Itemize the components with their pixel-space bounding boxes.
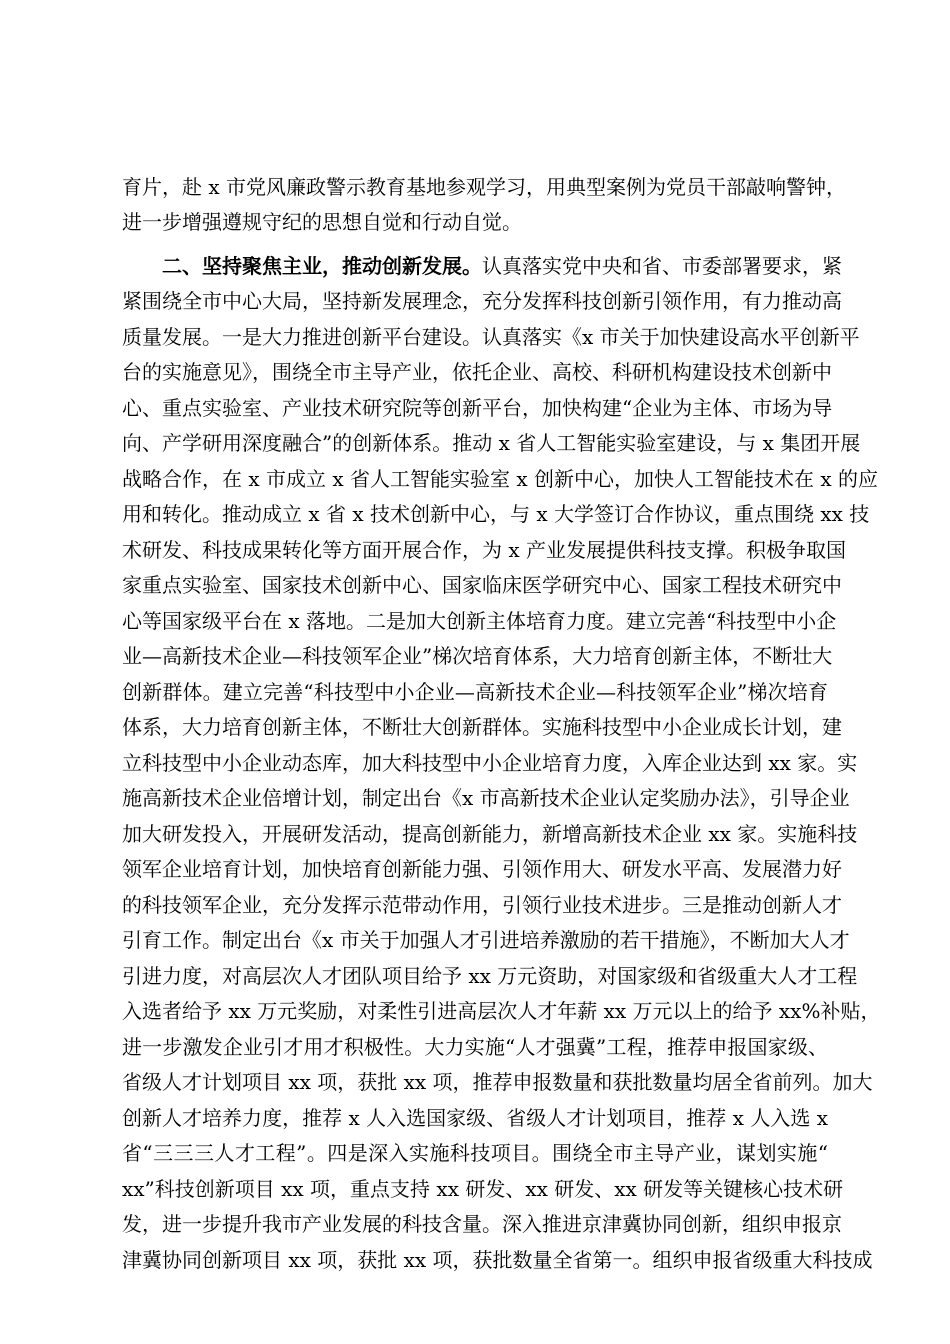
section-heading: 二、坚持聚焦主业，推动创新发展。 [162,254,482,278]
text-line: 创新人才培养力度，推荐 x 人入选国家级、省级人才计划项目，推荐 x 人入选 x [122,1106,828,1130]
text-line: xx”科技创新项目 xx 项，重点支持 xx 研发、xx 研发、xx 研发等关键核心技术研 [122,1177,844,1201]
text-line: 创新群体。建立完善“科技型中小企业—高新技术企业—科技领军企业”梯次培育 [122,680,828,704]
text-line: 心、重点实验室、产业技术研究院等创新平台，加快构建“企业为主体、市场为导 [122,396,833,420]
text-line: 引育工作。制定出台《x 市关于加强人才引进培养激励的若干措施》，不断加大人才 [122,928,850,952]
text-line: 引进力度，对高层次人才团队项目给予 xx 万元资助，对国家级和省级重大人才工程 [122,964,858,988]
text-line: 入选者给予 xx 万元奖励，对柔性引进高层次人才年薪 xx 万元以上的给予 xx%补贴， [122,999,881,1023]
text-line: 津冀协同创新项目 xx 项，获批 xx 项，获批数量全省第一。组织申报省级重大科技成 [122,1248,873,1272]
text-line: 施高新技术企业倍增计划，制定出台《x 市高新技术企业认定奖励办法》，引导企业 [122,786,850,810]
text-line: 台的实施意见》，围绕全市主导产业，依托企业、高校、科研机构建设技术创新中 [122,360,832,384]
text-line: 业—高新技术企业—科技领军企业”梯次培育体系，大力培育创新主体，不断壮大 [122,644,833,668]
text-line: 质量发展。一是大力推进创新平台建设。认真落实《x 市关于加快建设高水平创新平 [122,325,860,349]
text-line: 省级人才计划项目 xx 项，获批 xx 项，推荐申报数量和获批数量均居全省前列。加大 [122,1070,873,1094]
text-line: 体系，大力培育创新主体，不断壮大创新群体。实施科技型中小企业成长计划，建 [122,715,842,739]
text-line: 省“三三三人才工程”。四是深入实施科技项目。围绕全市主导产业，谋划实施“ [122,1141,828,1165]
text-line: 育片，赴 x 市党风廉政警示教育基地参观学习，用典型案例为党员干部敲响警钟， [122,175,846,199]
text-line: 向、产学研用深度融合”的创新体系。推动 x 省人工智能实验室建设，与 x 集团开展 [122,431,861,455]
text-line: 进一步激发企业引才用才积极性。大力实施“人才强冀”工程，推荐申报国家级、 [122,1035,828,1059]
text-line: 立科技型中小企业动态库，加大科技型中小企业培育力度，入库企业达到 xx 家。实 [122,751,858,775]
text-line: 的科技领军企业，充分发挥示范带动作用，引领行业技术进步。三是推动创新人才 [122,893,842,917]
text-line: 发，进一步提升我市产业发展的科技含量。深入推进京津冀协同创新，组织申报京 [122,1212,842,1236]
text-line: 紧围绕全市中心大局，坚持新发展理念，充分发挥科技创新引领作用，有力推动高 [122,289,842,313]
text-line: 术研发、科技成果转化等方面开展合作，为 x 产业发展提供科技支撑。积极争取国 [122,538,846,562]
section-first-line [162,249,842,283]
section-first-line-text: 认真落实党中央和省、市委部署要求，紧 [482,254,842,278]
text-line: 加大研发投入，开展研发活动，提高创新能力，新增高新技术企业 xx 家。实施科技 [122,822,858,846]
text-line: 进一步增强遵规守纪的思想自觉和行动自觉。 [122,210,522,234]
text-line: 战略合作，在 x 市成立 x 省人工智能实验室 x 创新中心，加快人工智能技术在 x 的应 [122,467,878,491]
text-line: 领军企业培育计划，加快培育创新能力强、引领作用大、研发水平高、发展潜力好 [122,857,842,881]
text-line: 家重点实验室、国家技术创新中心、国家临床医学研究中心、国家工程技术研究中 [122,573,842,597]
text-line: 用和转化。推动成立 x 省 x 技术创新中心，与 x 大学签订合作协议，重点围绕 xx 技 [122,502,870,526]
text-line: 心等国家级平台在 x 落地。二是加大创新主体培育力度。建立完善“科技型中小企 [122,609,837,633]
